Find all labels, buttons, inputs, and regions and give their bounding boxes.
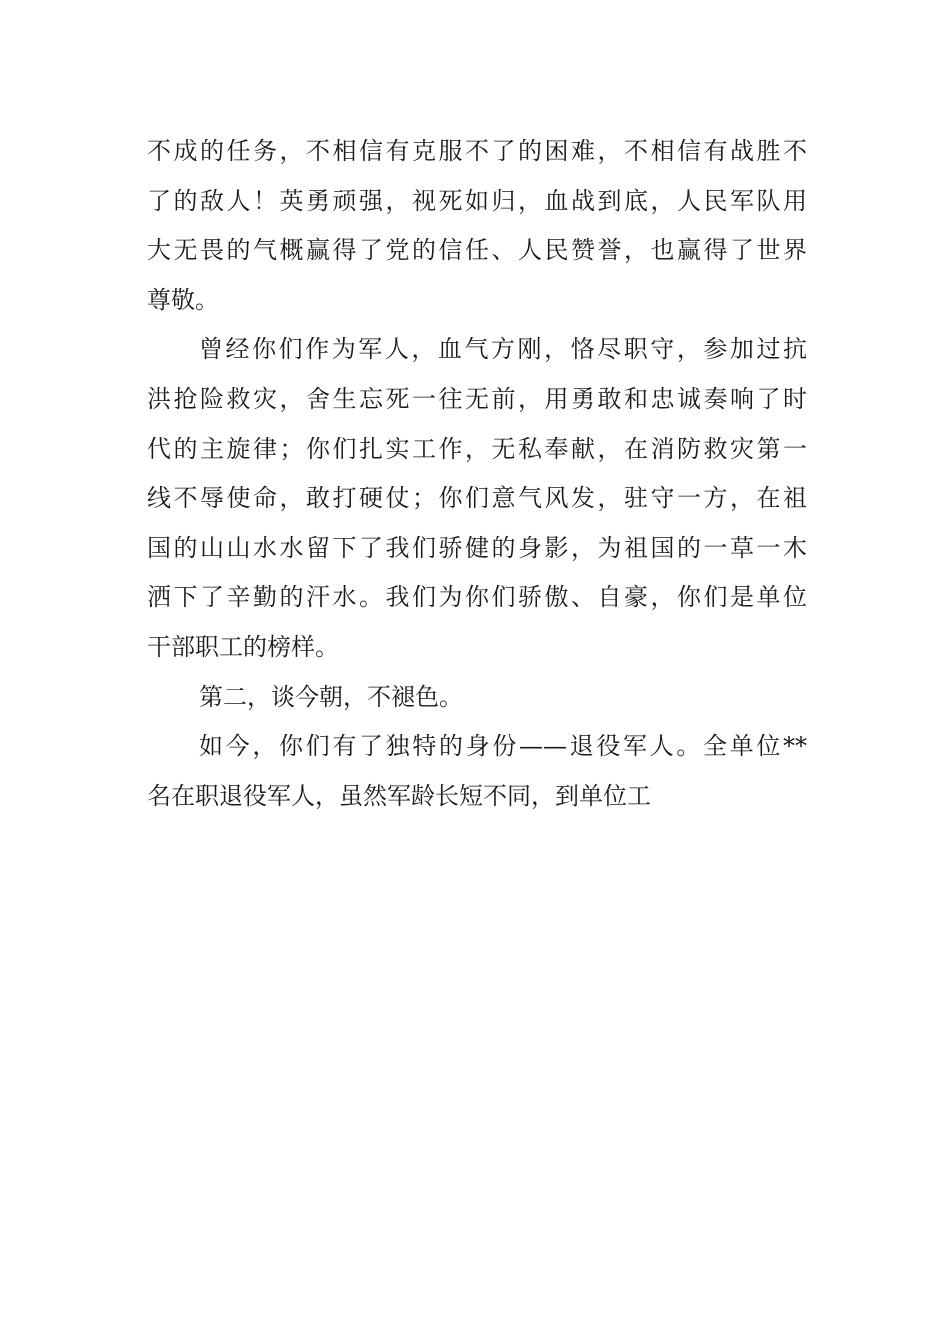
text-line: 线不辱使命，敢打硬仗；你们意气风发，驻守一方，在祖 <box>147 484 807 513</box>
paragraph-first-line: 曾经你们作为军人，血气方刚，恪尽职守，参加过抗 <box>199 335 807 364</box>
text-line: 不成的任务，不相信有克服不了的困难，不相信有战胜不 <box>147 137 807 165</box>
text-line: 名在职退役军人，虽然军龄长短不同，到单位工 <box>147 781 651 810</box>
document-body <box>147 127 807 821</box>
text-line: 代的主旋律；你们扎实工作，无私奉献，在消防救灾第一 <box>147 434 807 463</box>
text-line: 洪抢险救灾，舍生忘死一往无前，用勇敢和忠诚奏响了时 <box>147 384 807 413</box>
section-heading: 第二，谈今朝，不褪色。 <box>199 682 463 711</box>
paragraph-first-line: 如今，你们有了独特的身份——退役军人。全单位** <box>199 732 807 761</box>
text-line: 尊敬。 <box>147 285 219 314</box>
text-line: 洒下了辛勤的汗水。我们为你们骄傲、自豪，你们是单位 <box>147 583 807 612</box>
text-line: 国的山山水水留下了我们骄健的身影，为祖国的一草一木 <box>147 533 807 562</box>
text-line: 干部职工的榜样。 <box>147 632 339 661</box>
text-line: 了的敌人！英勇顽强，视死如归，血战到底，人民军队用 <box>147 186 807 215</box>
text-line: 大无畏的气概赢得了党的信任、人民赞誉，也赢得了世界 <box>147 236 807 265</box>
